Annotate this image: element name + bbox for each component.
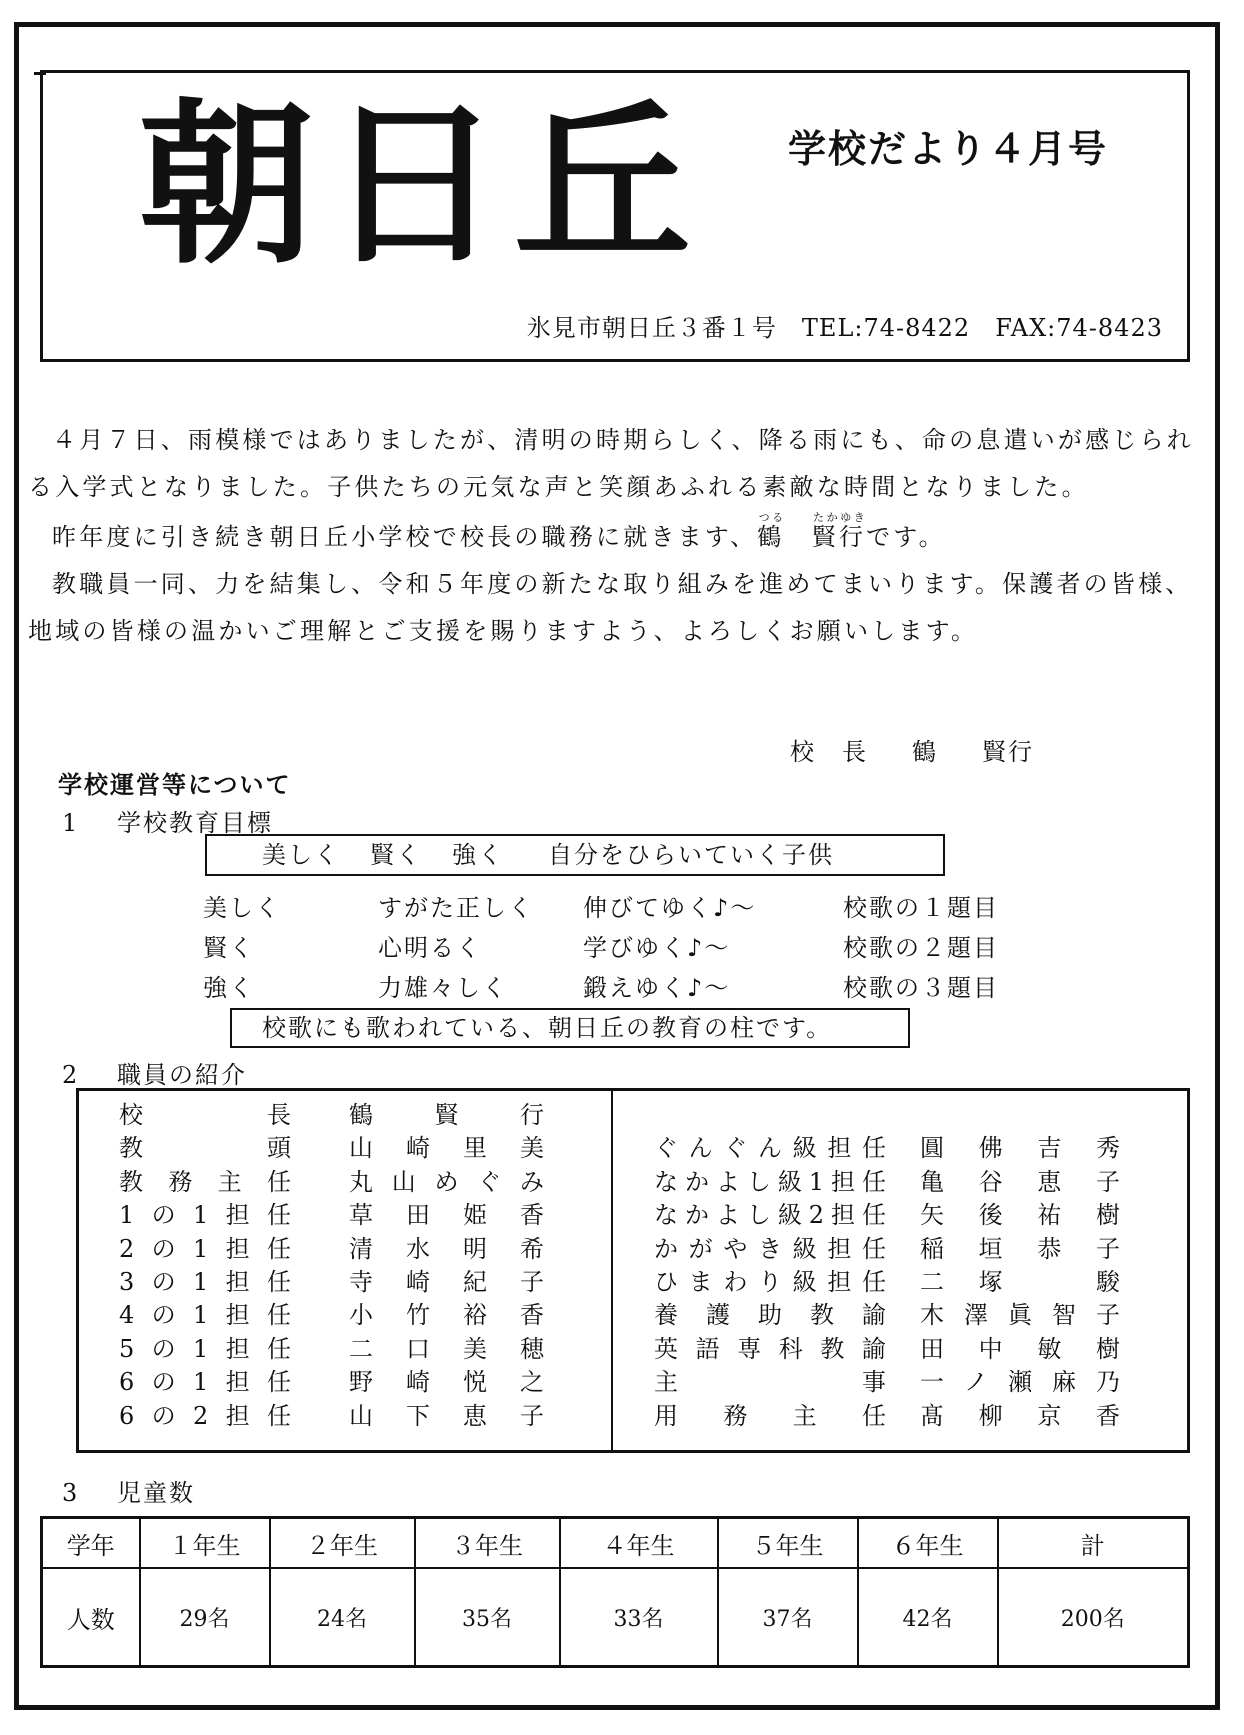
table-row <box>42 1568 1189 1667</box>
staff-role: 用務主任 <box>654 1401 886 1430</box>
pillar-row: 賢く 心明るく 学びゆく♪～ 校歌の２題目 <box>203 934 999 962</box>
staff-role: 1の1担任 <box>119 1201 291 1230</box>
staff-name: 寺崎紀子 <box>349 1267 544 1296</box>
staff-name: 二口美穂 <box>349 1334 544 1363</box>
pillar-note-box: 校歌にも歌われている、朝日丘の教育の柱です。 <box>230 1008 910 1048</box>
staff-name: 鶴賢行 <box>349 1101 544 1129</box>
signature-surname: 鶴 <box>912 738 938 766</box>
table-header-cell: ４年生 <box>560 1518 718 1569</box>
staff-row <box>119 1132 544 1165</box>
staff-row <box>119 1366 544 1399</box>
table-header-cell: ６年生 <box>858 1518 998 1569</box>
table-header-cell: ２年生 <box>270 1518 415 1569</box>
staff-right-column <box>654 1099 1120 1433</box>
greeting-text: 昨年度に引き続き朝日丘小学校で校長の職務に就きます、 <box>52 523 758 551</box>
education-pillars <box>203 888 1103 1008</box>
staff-row <box>654 1199 1120 1232</box>
masthead-title: 朝日丘 <box>138 83 703 288</box>
issue-label: 学校だより４月号 <box>788 126 1109 171</box>
staff-role: 3の1担任 <box>119 1267 291 1296</box>
principal-surname: 鶴つる <box>757 511 785 551</box>
staff-row <box>119 1400 544 1433</box>
pillar-row: 強く 力雄々しく 鍛えゆく♪～ 校歌の３題目 <box>203 974 999 1002</box>
staff-row <box>654 1099 1120 1132</box>
staff-role: 6の2担任 <box>119 1401 291 1430</box>
staff-name: 木澤眞智子 <box>920 1301 1120 1330</box>
staff-name: 一ノ瀬麻乃 <box>920 1368 1120 1397</box>
table-header-row <box>42 1518 1189 1569</box>
goals-heading: 1 学校教育目標 <box>62 809 273 837</box>
student-count-table <box>40 1516 1190 1668</box>
staff-name: 草田姫香 <box>349 1201 544 1230</box>
table-header-cell: 計 <box>998 1518 1189 1569</box>
staff-row <box>654 1400 1120 1433</box>
staff-row <box>119 1166 544 1199</box>
table-cell: 人数 <box>42 1568 140 1667</box>
staff-role: 4の1担任 <box>119 1301 291 1330</box>
table-cell: 35名 <box>415 1568 560 1667</box>
staff-name: 山下恵子 <box>349 1401 544 1430</box>
staff-row <box>119 1266 544 1299</box>
staff-role: ひまわり級担任 <box>654 1267 886 1296</box>
table-cell: 24名 <box>270 1568 415 1667</box>
school-address: 氷見市朝日丘３番１号 TEL:74-8422 FAX:74-8423 <box>526 314 1163 342</box>
staff-left-column <box>119 1099 544 1433</box>
staff-name: 丸山めぐみ <box>349 1167 544 1196</box>
staff-name: 田中敏樹 <box>920 1334 1120 1363</box>
staff-name: 二塚 駿 <box>920 1267 1120 1296</box>
staff-row <box>654 1366 1120 1399</box>
section-title: 学校運営等について <box>58 770 292 799</box>
staff-row <box>654 1299 1120 1332</box>
education-goal-box: 美しく 賢く 強く 自分をひらいていく子供 <box>205 834 945 876</box>
table-header-cell: ５年生 <box>718 1518 858 1569</box>
staff-name: 亀谷恵子 <box>920 1167 1120 1196</box>
students-heading: 3 児童数 <box>62 1479 195 1507</box>
staff-row <box>119 1199 544 1232</box>
staff-role: 英語専科教諭 <box>654 1334 886 1363</box>
masthead-box <box>40 70 1190 362</box>
staff-role: 教務主任 <box>119 1167 291 1196</box>
greeting-paragraph-3: 教職員一同、力を結集し、令和５年度の新たな取り組みを進めてまいります。保護者の皆様、地域の皆様の温かいご理解とご支援を賜りますよう、よろしくお願いします。 <box>28 570 1193 645</box>
staff-name: 山崎里美 <box>349 1134 544 1163</box>
staff-role: なかよし級2担任 <box>654 1201 886 1230</box>
signature-title: 校 長 <box>790 738 868 766</box>
staff-name: 清水明希 <box>349 1234 544 1263</box>
staff-row <box>654 1333 1120 1366</box>
staff-role: 6の1担任 <box>119 1368 291 1397</box>
staff-role: 教頭 <box>119 1134 291 1163</box>
staff-role: かがやき級担任 <box>654 1234 886 1263</box>
staff-role: 校長 <box>119 1101 291 1129</box>
staff-name: 矢後祐樹 <box>920 1201 1120 1230</box>
greeting-paragraph-2 <box>28 511 1208 561</box>
staff-name: 圓佛吉秀 <box>920 1134 1120 1163</box>
pillar-row: 美しく すがた正しく 伸びてゆく♪～ 校歌の１題目 <box>203 894 999 922</box>
signature-given: 賢行 <box>982 738 1034 766</box>
staff-row <box>654 1266 1120 1299</box>
table-header-cell: １年生 <box>140 1518 270 1569</box>
staff-column-divider <box>611 1091 613 1450</box>
greeting-paragraph-1: ４月７日、雨模様ではありましたが、清明の時期らしく、降る雨にも、命の息遣いが感じられる入学式となりました。子供たちの元気な声と笑顔あふれる素敵な時間となりました。 <box>28 426 1194 501</box>
principal-signature <box>790 732 1034 767</box>
staff-role: 5の1担任 <box>119 1334 291 1363</box>
staff-name: 稲垣恭子 <box>920 1234 1120 1263</box>
table-header-cell: ３年生 <box>415 1518 560 1569</box>
staff-role: 主事 <box>654 1368 886 1397</box>
staff-name: 野崎悦之 <box>349 1368 544 1397</box>
table-cell: 29名 <box>140 1568 270 1667</box>
greeting-text-end: です。 <box>866 523 946 551</box>
staff-role: 養護助教諭 <box>654 1301 886 1330</box>
staff-name: 小竹裕香 <box>349 1301 544 1330</box>
table-header-cell: 学年 <box>42 1518 140 1569</box>
staff-row <box>654 1166 1120 1199</box>
staff-role: なかよし級1担任 <box>654 1167 886 1196</box>
staff-row <box>119 1099 544 1132</box>
staff-heading: 2 職員の紹介 <box>62 1061 247 1089</box>
staff-row <box>654 1132 1120 1165</box>
principal-greeting <box>28 417 1208 655</box>
staff-row <box>119 1333 544 1366</box>
staff-name: 髙柳京香 <box>920 1401 1120 1430</box>
staff-row <box>119 1233 544 1266</box>
table-cell: 42名 <box>858 1568 998 1667</box>
table-cell: 37名 <box>718 1568 858 1667</box>
staff-list-box <box>76 1088 1190 1453</box>
staff-role: 2の1担任 <box>119 1234 291 1263</box>
table-cell: 33名 <box>560 1568 718 1667</box>
staff-row <box>654 1233 1120 1266</box>
principal-given-name: 賢行たかゆき <box>811 511 867 551</box>
table-cell: 200名 <box>998 1568 1189 1667</box>
staff-role: ぐんぐん級担任 <box>654 1134 886 1163</box>
staff-row <box>119 1299 544 1332</box>
